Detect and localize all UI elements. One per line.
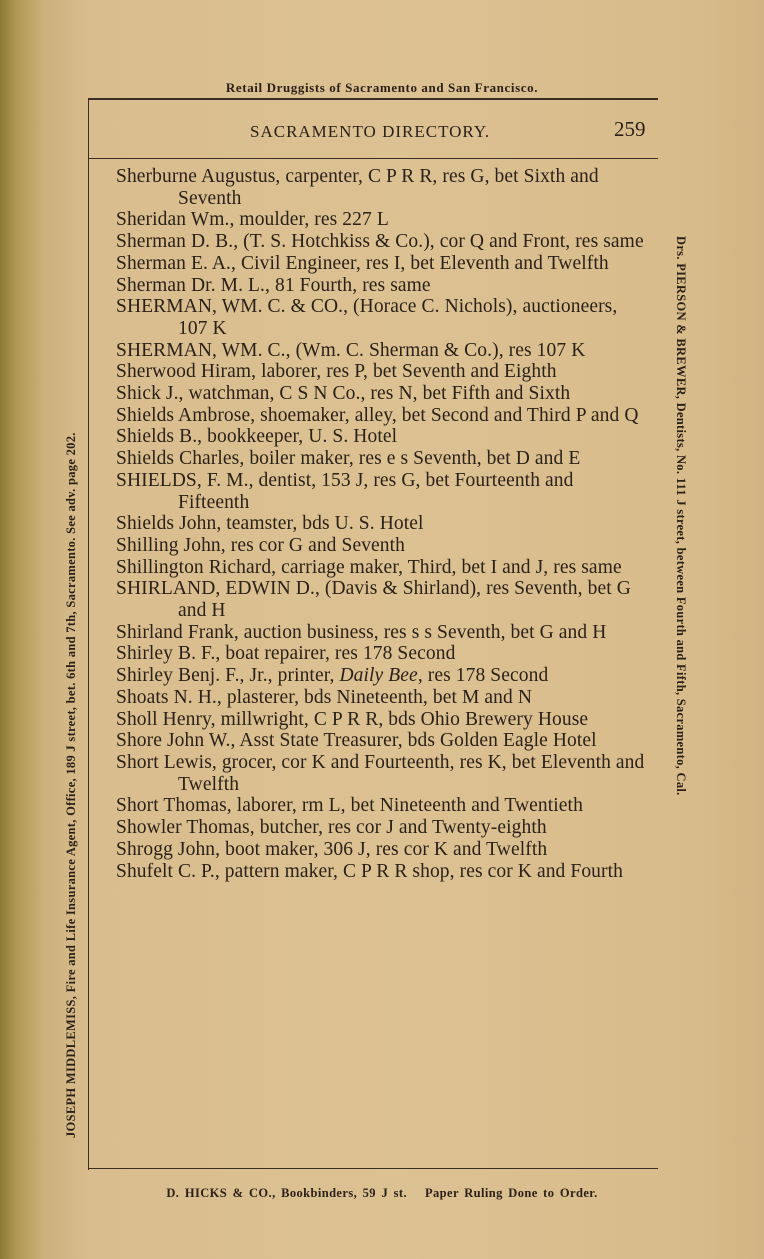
- directory-entry: Shields B., bookkeeper, U. S. Hotel: [116, 426, 398, 448]
- bottom-ad-left: D. HICKS & CO., Bookbinders, 59 J st.: [166, 1186, 407, 1200]
- right-margin-advertisement: Drs. PIERSON & BREWER, Dentists, No. 111 J street, between Fourth and Fifth, Sacramento, Cal.: [674, 236, 688, 796]
- directory-entry: Shore John W., Asst State Treasurer, bds Golden Eagle Hotel: [116, 730, 597, 752]
- directory-entry: Sherburne Augustus, carpenter, C P R R, res G, bet Sixth and Seventh: [116, 166, 599, 209]
- directory-entry: SHIELDS, F. M., dentist, 153 J, res G, bet Fourteenth and Fifteenth: [116, 469, 574, 513]
- directory-entries: [116, 166, 646, 882]
- directory-entry: Short Thomas, laborer, rm L, bet Nineteenth and Twentieth: [116, 795, 583, 817]
- directory-entry: Short Lewis, grocer, cor K and Fourteenth, res K, bet Eleventh and Twelfth: [116, 751, 645, 795]
- directory-entry: Shilling John, res cor G and Seventh: [116, 534, 406, 556]
- directory-entry: Shillington Richard, carriage maker, Third, bet I and J, res same: [116, 556, 622, 578]
- directory-entry: Shoats N. H., plasterer, bds Nineteenth, bet M and N: [116, 686, 533, 708]
- directory-entry: Shields Charles, boiler maker, res e s Seventh, bet D and E: [116, 448, 581, 470]
- directory-entry: Shields John, teamster, bds U. S. Hotel: [116, 513, 424, 535]
- directory-entry: Showler Thomas, butcher, res cor J and Twenty-eighth: [116, 817, 547, 839]
- directory-entry: Shufelt C. P., pattern maker, C P R R shop, res cor K and Fourth: [116, 860, 623, 882]
- directory-entry: Sherman D. B., (T. S. Hotchkiss & Co.), cor Q and Front, res same: [116, 231, 644, 253]
- top-rule: [88, 98, 658, 100]
- left-column-rule: [88, 98, 89, 1170]
- directory-entry: SHERMAN, WM. C., (Wm. C. Sherman & Co.), res 107 K: [116, 339, 586, 361]
- bottom-advertisement: [0, 1186, 764, 1201]
- bottom-rule: [88, 1168, 658, 1169]
- directory-entry: Sherman Dr. M. L., 81 Fourth, res same: [116, 274, 431, 296]
- page-number: 259: [614, 117, 646, 141]
- directory-entry: Shrogg John, boot maker, 306 J, res cor K and Twelfth: [116, 838, 548, 860]
- page-title: SACRAMENTO DIRECTORY.: [250, 122, 491, 141]
- directory-entry: SHIRLAND, EDWIN D., (Davis & Shirland), res Seventh, bet G and H: [116, 578, 631, 622]
- bottom-ad-right: Paper Ruling Done to Order.: [425, 1186, 598, 1200]
- directory-entry: Sheridan Wm., moulder, res 227 L: [116, 209, 389, 231]
- directory-entry: Sherwood Hiram, laborer, res P, bet Seventh and Eighth: [116, 361, 557, 383]
- top-advertisement: Retail Druggists of Sacramento and San Francisco.: [225, 80, 539, 95]
- directory-entry: Shirley B. F., boat repairer, res 178 Second: [116, 643, 456, 665]
- header-rule: [88, 158, 658, 159]
- directory-entry: Shields Ambrose, shoemaker, alley, bet Second and Third P and Q: [116, 404, 639, 426]
- directory-entry: Sholl Henry, millwright, C P R R, bds Ohio Brewery House: [116, 708, 589, 730]
- newspaper-name: Daily Bee: [339, 665, 418, 687]
- left-margin-advertisement: JOSEPH MIDDLEMISS, Fire and Life Insurance Agent, Office, 189 J street, bet. 6th and 7th, Sacramento. See adv. page 202.: [64, 432, 78, 1138]
- directory-entry: Shick J., watchman, C S N Co., res N, bet Fifth and Sixth: [116, 383, 571, 405]
- directory-entry: Shirley Benj. F., Jr., printer, Daily Bee, res 178 Second: [116, 665, 549, 687]
- directory-entry: Shirland Frank, auction business, res s s Seventh, bet G and H: [116, 621, 607, 643]
- directory-entry: SHERMAN, WM. C. & CO., (Horace C. Nichols), auctioneers, 107 K: [116, 296, 618, 339]
- directory-entry: Sherman E. A., Civil Engineer, res I, bet Eleventh and Twelfth: [116, 252, 609, 274]
